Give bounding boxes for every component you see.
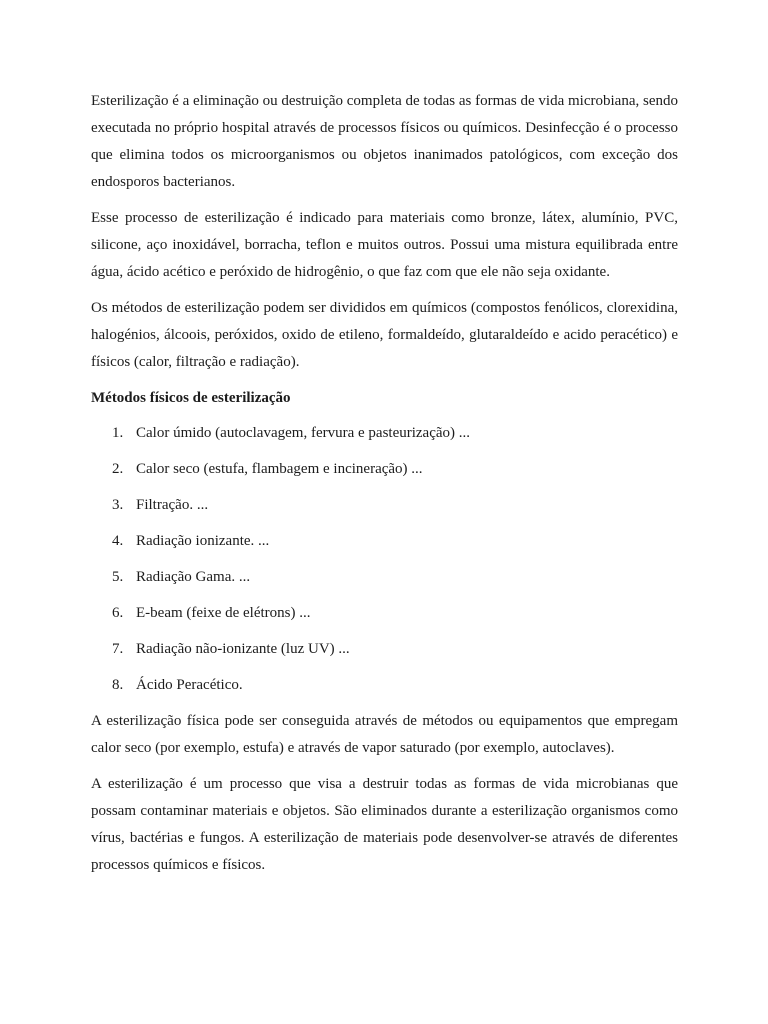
list-item-number: 8.	[112, 677, 124, 693]
paragraph-sterilization-process: A esterilização é um processo que visa a destruir todas as formas de vida microbianas que possam contaminar materiais e objetos. São eliminados durante a esterilização organismos como vírus, bactérias e fungos. A esterilização de materiais pode desenvolver-se através de diferentes processos químicos e físicos.	[91, 776, 678, 873]
list-item-text: Filtração. ...	[136, 497, 209, 513]
list-item-number: 7.	[112, 641, 124, 657]
paragraph-sterilization-methods: Os métodos de esterilização podem ser divididos em químicos (compostos fenólicos, clorexidina, halogénios, álcoois, peróxidos, oxido de etileno, formaldeído, glutaraldeído e acido peracético) e físicos (calor, filtração e radiação).	[91, 300, 678, 370]
list-item-number: 5.	[112, 569, 124, 585]
section-heading-physical-methods: Métodos físicos de esterilização	[91, 390, 291, 406]
list-item-text: Radiação não-ionizante (luz UV) ...	[136, 641, 350, 657]
paragraph-sterilization-materials: Esse processo de esterilização é indicado para materiais como bronze, látex, alumínio, PVC, silicone, aço inoxidável, borracha, teflon e muitos outros. Possui uma mistura equilibrada entre água, ácido acético e peróxido de hidrogênio, o que faz com que ele não seja oxidante.	[91, 210, 678, 280]
list-item-text: Calor úmido (autoclavagem, fervura e pasteurização) ...	[136, 425, 471, 441]
physical-methods-list	[91, 420, 678, 699]
list-item	[91, 564, 678, 591]
list-item-text: E-beam (feixe de elétrons) ...	[136, 605, 311, 621]
list-item-text: Calor seco (estufa, flambagem e incineração) ...	[136, 461, 423, 477]
list-item	[91, 672, 678, 699]
list-item-number: 2.	[112, 461, 124, 477]
list-item-number: 1.	[112, 425, 124, 441]
list-item	[91, 636, 678, 663]
list-item-text: Ácido Peracético.	[136, 677, 243, 693]
list-item-number: 4.	[112, 533, 124, 549]
list-item	[91, 456, 678, 483]
document-page	[91, 88, 678, 888]
list-item	[91, 600, 678, 627]
list-item	[91, 528, 678, 555]
paragraph-physical-sterilization: A esterilização física pode ser conseguida através de métodos ou equipamentos que empregam calor seco (por exemplo, estufa) e através de vapor saturado (por exemplo, autoclaves).	[91, 713, 678, 756]
list-item-number: 3.	[112, 497, 124, 513]
list-item-text: Radiação Gama. ...	[136, 569, 251, 585]
paragraph-sterilization-definition: Esterilização é a eliminação ou destruição completa de todas as formas de vida microbiana, sendo executada no próprio hospital através de processos físicos ou químicos. Desinfecção é o processo que elimina todos os microorganismos ou objetos inanimados patológicos, com exceção dos endosporos bacterianos.	[91, 93, 678, 190]
list-item	[91, 420, 678, 447]
list-item	[91, 492, 678, 519]
list-item-text: Radiação ionizante. ...	[136, 533, 270, 549]
list-item-number: 6.	[112, 605, 124, 621]
